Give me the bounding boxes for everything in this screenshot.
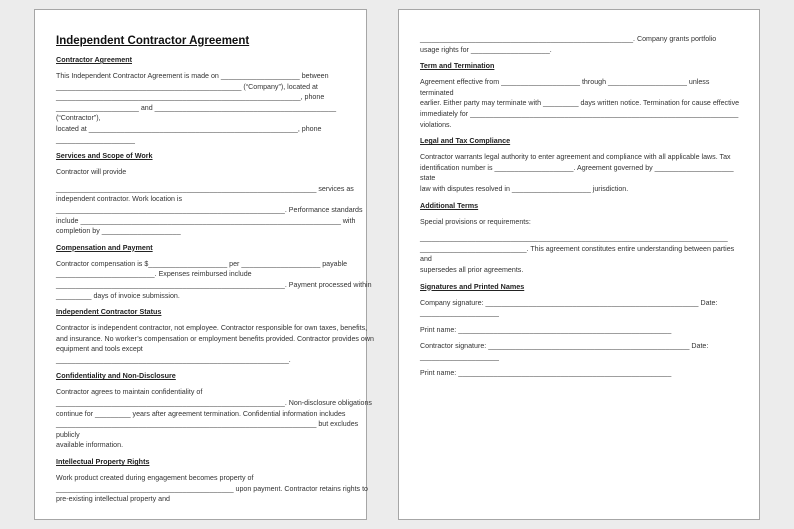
signature-line-company: Company signature: ______________________________________________________ Date: ____________________ <box>420 298 718 318</box>
section-heading: Term and Termination <box>420 61 495 71</box>
section-heading: Signatures and Printed Names <box>420 281 525 291</box>
continuation-paragraph: ______________________________________________________. Company grants portfolio usage rights for ____________________. <box>420 35 717 54</box>
section-paragraph: Contractor compensation is $____________________ per ____________________ payable _________________________. Expenses reimbursed include __________________________________________________________. Payment processed within _________ days of invoice submission. <box>56 259 372 300</box>
print-name-line-company: Print name: ______________________________________________________ <box>420 325 672 334</box>
page-content <box>56 35 375 505</box>
section-heading: Compensation and Payment <box>56 242 153 252</box>
section-heading: Additional Terms <box>420 200 479 210</box>
signature-line-contractor: Contractor signature: ___________________________________________________ Date: ____________________ <box>420 342 709 361</box>
section-paragraph: __________________________________________________________________ services as independent contractor. Work location is __________________________________________________________. Performance standards include __________________________________________________________________ with completion by ____________________ <box>56 184 363 236</box>
print-name-line-contractor: Print name: ______________________________________________________ <box>420 369 672 378</box>
section-heading: Confidentiality and Non-Disclosure <box>56 371 176 381</box>
section-paragraph: Contractor agrees to maintain confidentiality of __________________________________________________________. Non-disclosure obligations continue for _________ years after agreement termination. Confidential information includes __________________________________________________________________ but excludes publicly available information. <box>56 388 372 450</box>
document-page-right <box>398 9 760 520</box>
section-heading: Intellectual Property Rights <box>56 457 150 467</box>
document-page-left <box>34 9 374 520</box>
section-paragraph: ______________________________________________________________________________ ___________________________. This agreement constitutes entire understanding between parties and supersedes all prior agreements. <box>420 234 735 274</box>
section-paragraph: Contractor is independent contractor, not employee. Contractor responsible for own taxes, benefits, and insurance. No worker’s compensation or employment benefits provided. Contractor provides own equipment and tools except ___________________________________________________________. <box>56 324 374 364</box>
section-paragraph: Work product created during engagement becomes property of _____________________________________________ upon payment. Contractor retains rights to pre-existing intellectual property and <box>56 474 368 504</box>
section-heading: Legal and Tax Compliance <box>420 136 511 146</box>
document-title: Independent Contractor Agreement <box>56 35 250 47</box>
section-heading: Services and Scope of Work <box>56 151 153 161</box>
section-heading: Independent Contractor Status <box>56 307 162 317</box>
page-content <box>420 34 740 379</box>
section-paragraph: Special provisions or requirements: <box>420 217 531 226</box>
section-paragraph: Contractor warrants legal authority to enter agreement and compliance with all applicable laws. Tax identification number is ____________________. Agreement governed by ____________________ state law with disputes resolved in ____________________ jurisdiction. <box>420 153 734 193</box>
section-heading: Contractor Agreement <box>56 55 133 64</box>
section-paragraph: This Independent Contractor Agreement is made on ____________________ between _______________________________________________ (“Company”), located at ______________________________________________________________, phone _____________________ and ______________________________________________ (“Contractor”), located at _____________________________________________________, phone ____________________ <box>56 72 337 144</box>
section-paragraph: Contractor will provide <box>56 168 127 177</box>
section-paragraph: Agreement effective from ____________________ through ____________________ unless terminated earlier. Either party may terminate with _________ days written notice. Termination for cause effective immediately for ____________________________________________________________________ violations. <box>420 78 740 129</box>
